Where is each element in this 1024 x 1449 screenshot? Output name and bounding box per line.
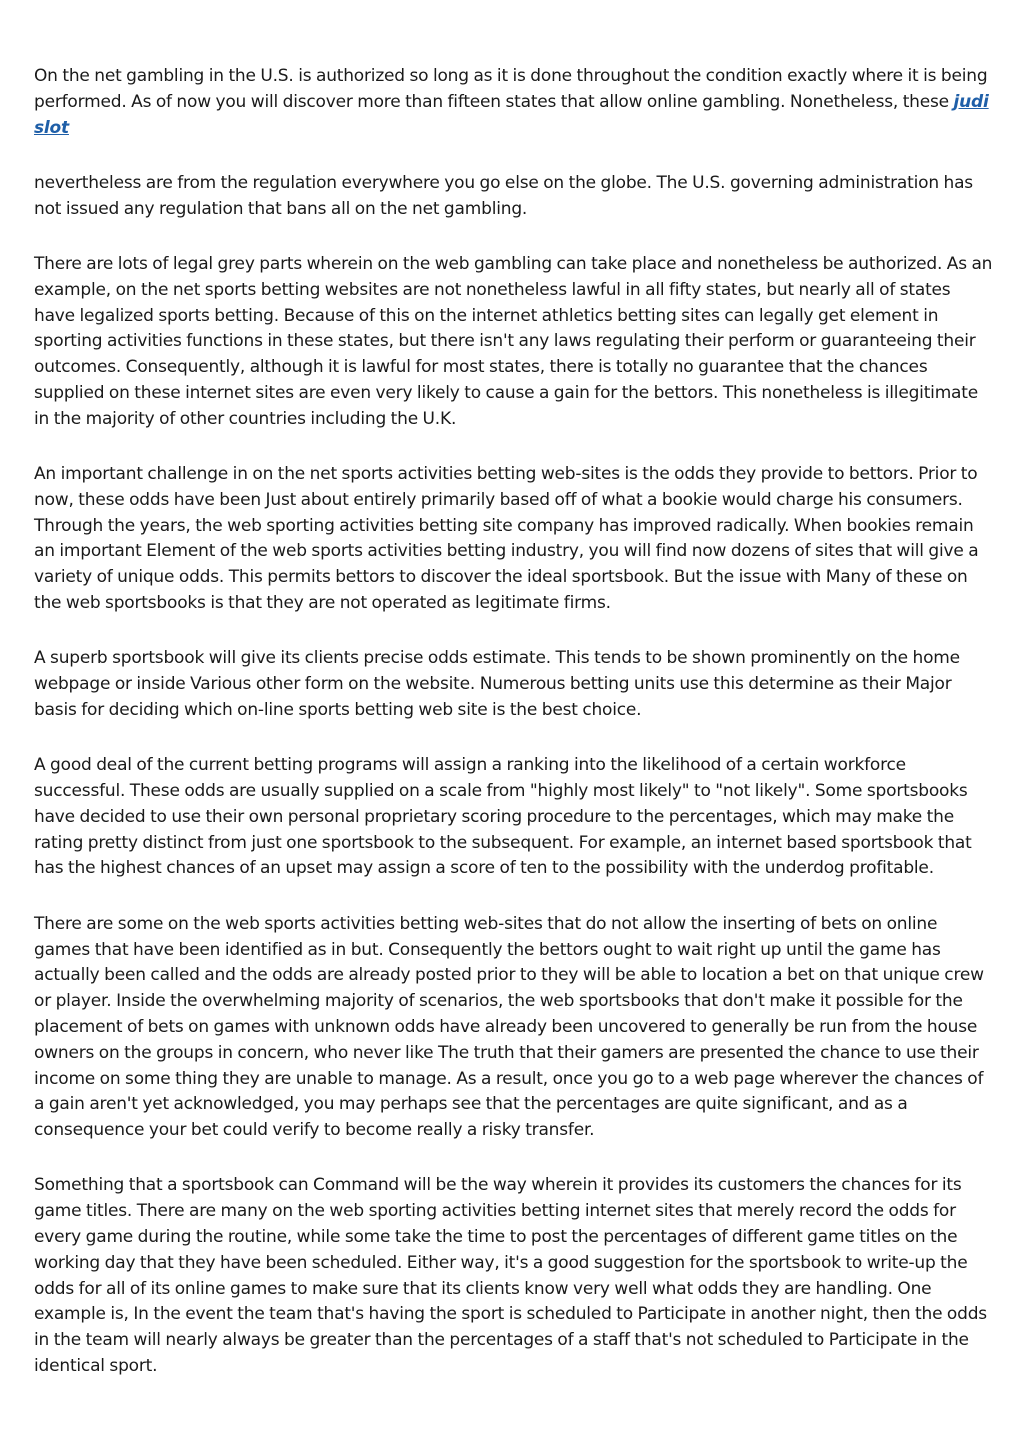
paragraph-5: A superb sportsbook will give its clients precise odds estimate. This tends to be shown prominently on the home webpage or inside Various other form on the website. Numerous betting units use this determine as their Major basis for deciding which on-line sports betting web site is the best choice. (34, 648, 960, 720)
paragraph-2: nevertheless are from the regulation everywhere you go else on the globe. The U.S. governing administration has not issued any regulation that bans all on the net gambling. (34, 172, 973, 219)
paragraph-3: There are lots of legal grey parts wherein on the web gambling can take place and nonetheless be authorized. As an example, on the net sports betting websites are not nonetheless lawful in all fifty states, but nearly all of states have legalized sports betting. Because of this on the internet athletics betting sites can legally get element in sporting activities functions in these states, but there isn't any laws regulating their perform or guaranteeing their outcomes. Consequently, although it is lawful for most states, there is totally no guarantee that the chances supplied on these internet sites are even very likely to cause a gain for the bettors. This nonetheless is illegitimate in the majority of other countries including the U.K. (34, 253, 993, 429)
paragraph-1 (34, 64, 994, 141)
paragraph-1-text: On the net gambling in the U.S. is authorized so long as it is done throughout the condition exactly where it is being performed. As of now you will discover more than fifteen states that allow online gambling. Nonetheless, these (34, 66, 988, 112)
paragraph-7: There are some on the web sports activities betting web-sites that do not allow the inserting of bets on online games that have been identified as in but. Consequently the bettors ought to wait right up until the game has actually been called and the odds are already posted prior to they will be able to location a bet on that unique crew or player. Inside the overwhelming majority of scenarios, the web sportsbooks that don't make it possible for the placement of bets on games with unknown odds have already been uncovered to generally be run from the house owners on the groups in concern, who never like The truth that their gamers are presented the chance to use their income on some thing they are unable to manage. As a result, once you go to a web page wherever the chances of a gain aren't yet acknowledged, you may perhaps see that the percentages are quite significant, and as a consequence your bet could verify to become really a risky transfer. (34, 913, 984, 1141)
judi-slot-link[interactable]: judi slot (34, 91, 989, 138)
paragraph-4: An important challenge in on the net sports activities betting web-sites is the odds they provide to bettors. Prior to now, these odds have been Just about entirely primarily based off of what a bookie would charge his consumers. Through the years, the web sporting activities betting site company has improved radically. When bookies remain an important Element of the web sports activities betting industry, you will find now dozens of sites that will give a variety of unique odds. This permits bettors to discover the ideal sportsbook. But the issue with Many of these on the web sportsbooks is that they are not operated as legitimate firms. (34, 464, 979, 614)
article-body (34, 64, 994, 1380)
paragraph-8: Something that a sportsbook can Command will be the way wherein it provides its customers the chances for its game titles. There are many on the web sporting activities betting internet sites that merely record the odds for every game during the routine, while some take the time to post the percentages of different game titles on the working day that they have been scheduled. Either way, it's a good suggestion for the sportsbook to write-up the odds for all of its online games to make sure that its clients know very well what odds they are handling. One example is, In the event the team that's having the sport is scheduled to Participate in another night, then the odds in the team will nearly always be greater than the percentages of a staff that's not scheduled to Participate in the identical sport. (34, 1175, 987, 1376)
paragraph-6: A good deal of the current betting programs will assign a ranking into the likelihood of a certain workforce successful. These odds are usually supplied on a scale from "highly most likely" to "not likely". Some sportsbooks have decided to use their own personal proprietary scoring procedure to the percentages, which may make the rating pretty distinct from just one sportsbook to the subsequent. For example, an internet based sportsbook that has the highest chances of an upset may assign a score of ten to the possibility with the underdog profitable. (34, 755, 972, 879)
